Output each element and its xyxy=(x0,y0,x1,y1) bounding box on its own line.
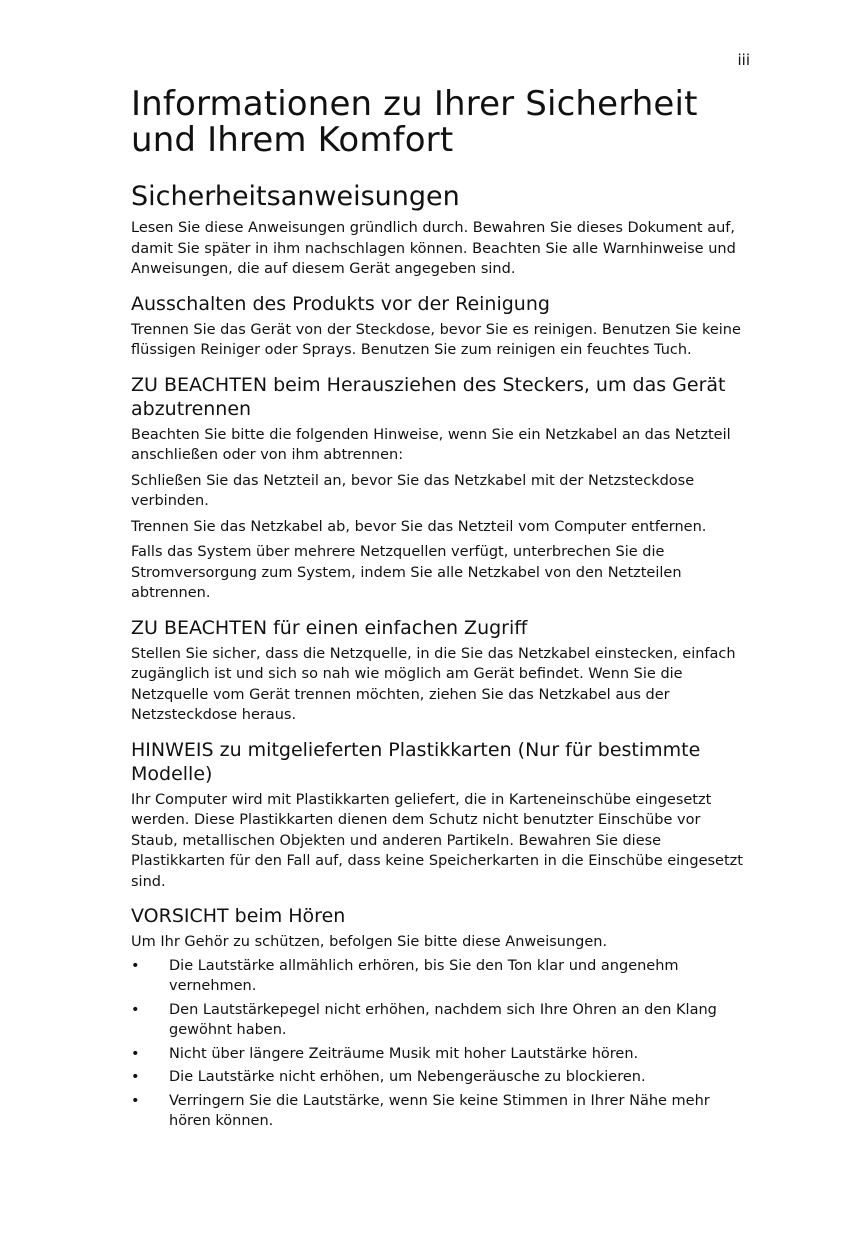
paragraph: Beachten Sie bitte die folgenden Hinweise, wenn Sie ein Netzkabel an das Netzteil anschließen oder von ihm abtrennen: xyxy=(131,426,731,463)
bullet-glyph: • xyxy=(131,1001,140,1018)
subsection-hearing xyxy=(131,904,749,1132)
list-item xyxy=(131,1044,749,1065)
paragraph: Trennen Sie das Gerät von der Steckdose, bevor Sie es reinigen. Benutzen Sie keine flüssigen Reiniger oder Sprays. Benutzen Sie zum reinigen ein feuchtes Tuch. xyxy=(131,321,741,358)
paragraph: Ihr Computer wird mit Plastikkarten geliefert, die in Karteneinschübe eingesetzt werden. Diese Plastikkarten dienen dem Schutz nicht benutzter Einschübe vor Staub, metallischen Objekten und anderen Partikeln. Bewahren Sie diese Plastikkarten für den Fall auf, dass keine Speicherkarten in die Einschübe eingesetzt sind. xyxy=(131,791,743,890)
page-title-line-2: und Ihrem Komfort xyxy=(131,120,454,160)
bullet-glyph: • xyxy=(131,957,140,974)
list-item-text: Die Lautstärke allmählich erhören, bis Sie den Ton klar und angenehm vernehmen. xyxy=(169,957,679,994)
subsection-heading: Ausschalten des Produkts vor der Reinigung xyxy=(131,292,550,315)
list-item-text: Die Lautstärke nicht erhöhen, um Nebengeräusche zu blockieren. xyxy=(169,1069,646,1085)
list-item xyxy=(131,1000,749,1041)
subsection-unplugging xyxy=(131,373,749,604)
intro-paragraph: Lesen Sie diese Anweisungen gründlich durch. Bewahren Sie dieses Dokument auf, damit Sie später in ihm nachschlagen können. Beachten Sie alle Warnhinweise und Anweisungen, die auf diesem Gerät angegeben sind. xyxy=(131,220,736,277)
list-item xyxy=(131,1091,749,1132)
hearing-bullet-list xyxy=(131,956,749,1132)
bullet-glyph: • xyxy=(131,1045,140,1062)
bullet-glyph: • xyxy=(131,1069,140,1085)
subsection-plastic-cards xyxy=(131,738,749,893)
page-content xyxy=(131,86,749,1135)
subsection-heading: ZU BEACHTEN beim Herausziehen des Steckers, um das Gerät abzutrennen xyxy=(131,373,726,420)
page-number: iii xyxy=(737,51,750,69)
paragraph: Stellen Sie sicher, dass die Netzquelle, in die Sie das Netzkabel einstecken, einfach zugänglich ist und sich so nah wie möglich am Gerät befindet. Wenn Sie die Netzquelle vom Gerät trennen möchten, ziehen Sie das Netzkabel aus der Netzsteckdose heraus. xyxy=(131,645,736,723)
bullet-glyph: • xyxy=(131,1092,140,1109)
subsection-access xyxy=(131,616,749,726)
paragraph: Um Ihr Gehör zu schützen, befolgen Sie bitte diese Anweisungen. xyxy=(131,934,608,950)
list-item xyxy=(131,1067,749,1088)
page-title-line-1: Informationen zu Ihrer Sicherheit xyxy=(131,84,698,124)
subsection-heading: VORSICHT beim Hören xyxy=(131,905,346,927)
subsection-heading: ZU BEACHTEN für einen einfachen Zugriff xyxy=(131,616,528,639)
subsection-cleaning xyxy=(131,292,749,361)
subsection-heading: HINWEIS zu mitgelieferten Plastikkarten (Nur für bestimmte Modelle) xyxy=(131,738,701,785)
section-title: Sicherheitsanweisungen xyxy=(131,181,460,212)
paragraph: Falls das System über mehrere Netzquellen verfügt, unterbrechen Sie die Stromversorgung zum System, indem Sie alle Netzkabel von den Netzteilen abtrennen. xyxy=(131,544,682,601)
page-title xyxy=(131,86,749,158)
list-item-text: Verringern Sie die Lautstärke, wenn Sie keine Stimmen in Ihrer Nähe mehr hören können. xyxy=(169,1092,710,1129)
paragraph: Schließen Sie das Netzteil an, bevor Sie das Netzkabel mit der Netzsteckdose verbinden. xyxy=(131,472,695,509)
list-item-text: Nicht über längere Zeiträume Musik mit hoher Lautstärke hören. xyxy=(169,1045,639,1062)
paragraph: Trennen Sie das Netzkabel ab, bevor Sie das Netzteil vom Computer entfernen. xyxy=(131,518,707,535)
list-item xyxy=(131,956,749,997)
list-item-text: Den Lautstärkepegel nicht erhöhen, nachdem sich Ihre Ohren an den Klang gewöhnt haben. xyxy=(169,1001,717,1038)
